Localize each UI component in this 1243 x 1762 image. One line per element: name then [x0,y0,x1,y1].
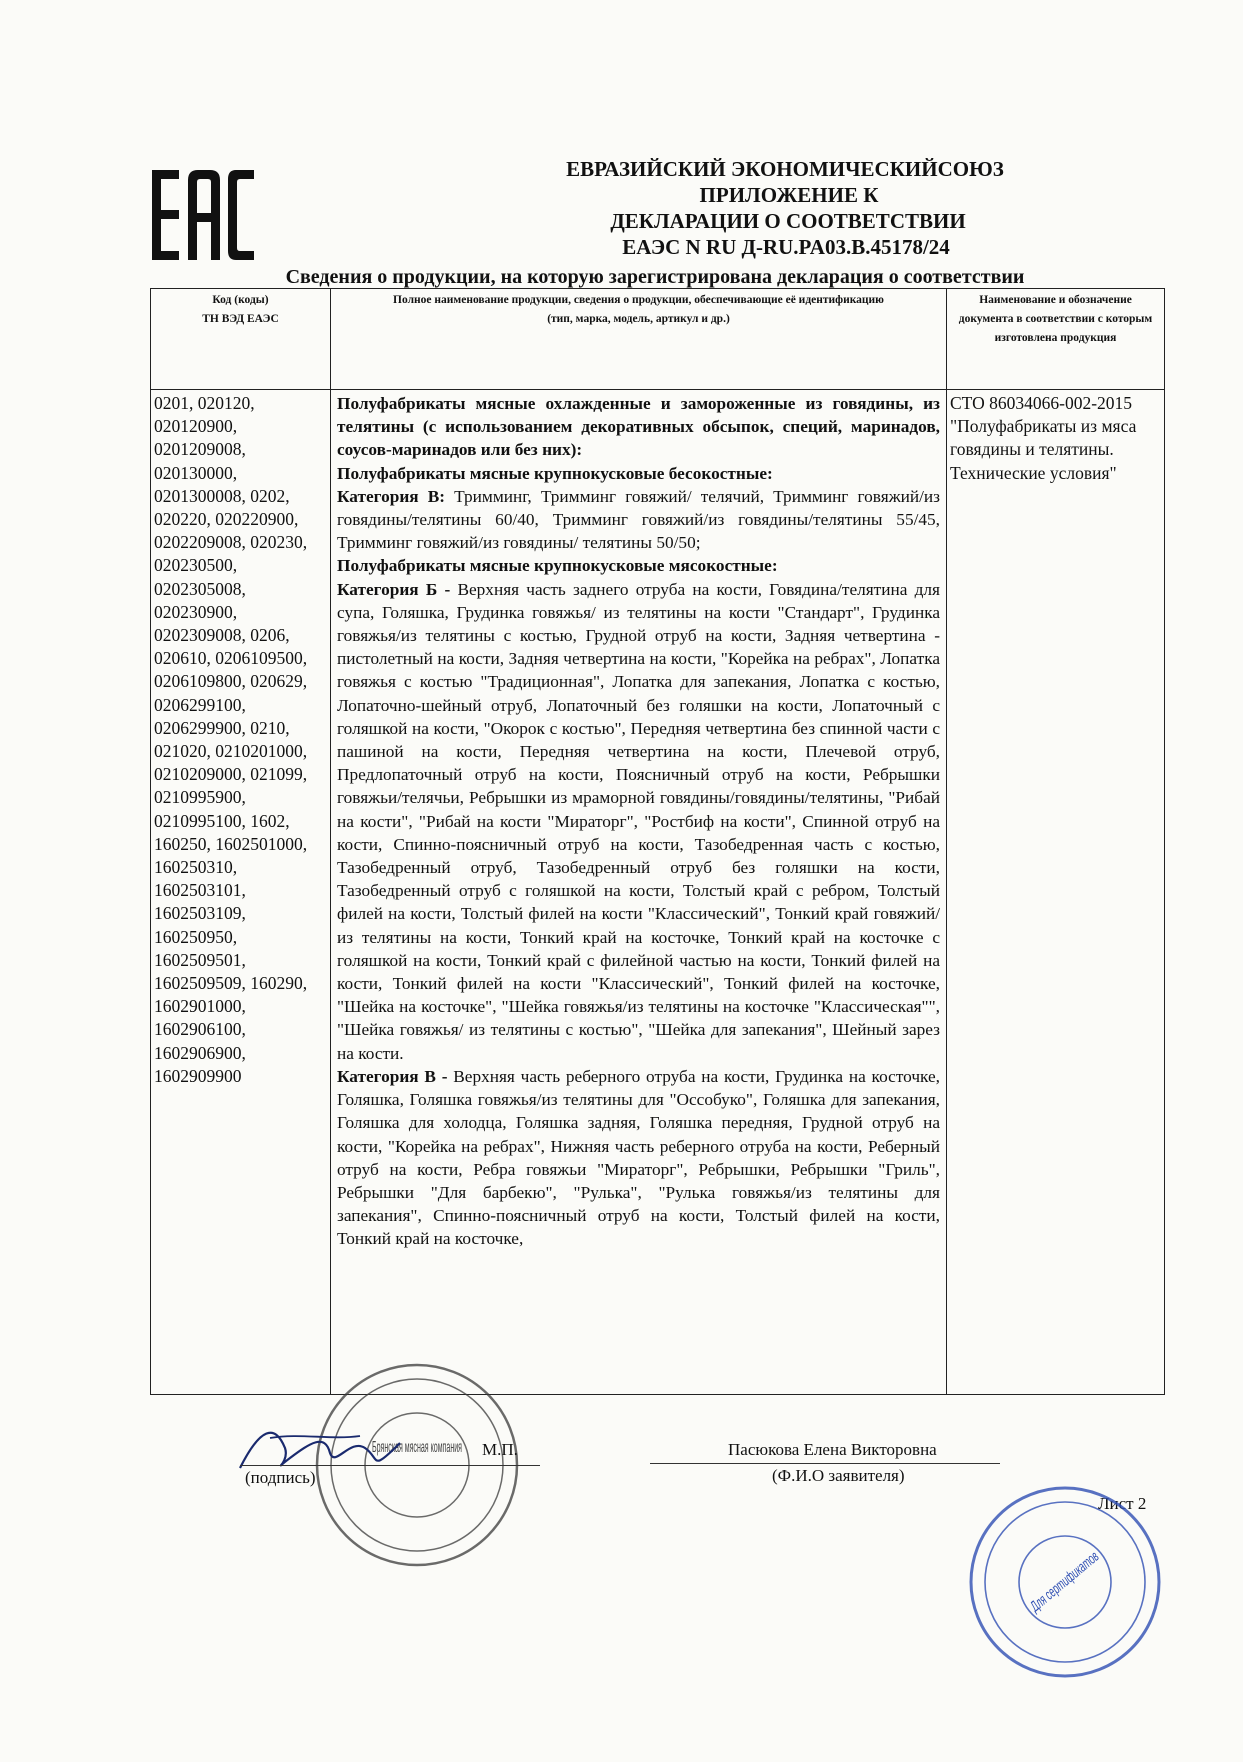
header-line-3: ДЕКЛАРАЦИИ О СООТВЕТСТВИИ [610,209,966,233]
document-subtitle: Сведения о продукции, на которую зарегистрирована декларация о соответствии [285,266,1025,288]
group1-cat-label: Категория В: [337,486,446,506]
group2-cat1-text: Верхняя часть заднего отруба на кости, Говядина/телятина для супа, Голяшка, Грудинка говяжья/ из телятины на кости "Стандарт", Грудинка говяжья/из телятины с костью, Грудной отруб на кости, Задняя четвертина - пистолетный на кости, Задняя четвертина на кости, "Корейка на ребрах", Лопатка говяжья с костью "Традиционная", Лопатка для запекания, Лопатка с костью, Лопаточно-шейный отруб, Лопаточный без голяшки на кости, Лопаточный с голяшкой на кости, "Окорок с костью", Передняя четвертина без спинной части с пашиной на кости, Передняя четвертина на кости, Плечевой отруб, Предлопаточный отруб на кости, Поясничный отруб на кости, Ребрышки говяжьи/телячьи, Ребрышки из мраморной говядины/говядины/телятины, "Рибай на кости", "Рибай на кости "Мираторг", "Ростбиф на кости", Спинной отруб на кости, Спинно-поясничный отруб на кости, Тазобедренная часть с костью, Тазобедренный отруб, Тазобедренный отруб без голяшки на кости, Тазобедренный отруб с голяшкой на кости, Толстый край с ребром, Толстый филей на кости, Толстый филей на кости "Классический", Тонкий край говяжий/из телятины на кости, Тонкий край на косточке, Тонкий край на косточке с голяшкой на кости, Тонкий край с филейной частью на кости, Тонкий филей на кости, Тонкий филей на кости "Классический", Тонкий филей на косточке, "Шейка на косточке", "Шейка говяжья/из телятины на косточке "Классическая"", "Шейка говяжья/ из телятины с костью", "Шейка для запекания", Шейный зарез на кости. [337,579,940,1063]
header-code: Код (коды) ТН ВЭД ЕАЭС [151,289,331,390]
table-row [151,390,1165,1395]
stamp-place-label: М.П. [482,1440,518,1459]
group2-cat2-label: Категория В - [337,1066,448,1086]
group2-category-2 [337,1065,940,1251]
group1-category [337,485,940,555]
applicant-seal [965,1482,1165,1682]
group2-cat1-label: Категория Б - [337,579,451,599]
table-header-row [151,289,1165,390]
standard-document: СТО 86034066-002-2015 "Полуфабрикаты из мяса говядины и телятины. Технические условия" [947,390,1165,1395]
group2-cat2-text: Верхняя часть реберного отруба на кости, Грудинка на косточке, Голяшка, Голяшка говяжья/из телятины для "Оссобуко", Голяшка для запекания, Голяшка для холодца, Голяшка задняя, Голяшка передняя, Грудной отруб на кости, "Корейка на ребрах", Нижняя часть реберного отруба на кости, Реберный отруб на кости, Ребра говяжьи "Мираторг", Ребрышки, Ребрышки "Гриль", Ребрышки "Для барбекю", "Рулька", "Рулька говяжья/из телятины для запекания", Спинно-поясничный отруб на кости, Толстый филей на кости, Тонкий край на косточке, [337,1066,940,1249]
document-header [300,156,1180,260]
group2-title: Полуфабрикаты мясные крупнокусковые мясокостные: [337,556,778,576]
applicant-name: Пасюкова Елена Викторовна [728,1440,937,1459]
group1-title: Полуфабрикаты мясные крупнокусковые бесокостные: [337,463,773,483]
header-standard: Наименование и обозначение документа в соответствии с которым изготовлена продукция [947,289,1165,390]
header-line-4: ЕАЭС N RU Д-RU.PA03.B.45178/24 [622,235,950,259]
header-line-1: ЕВРАЗИЙСКИЙ ЭКОНОМИЧЕСКИЙСОЮЗ [566,157,1004,181]
product-description [331,390,947,1395]
group2-category-1 [337,578,940,1065]
signature-label: (подпись) [245,1468,316,1487]
applicant-label: (Ф.И.О заявителя) [772,1466,905,1485]
sheet-number: Лист 2 [1098,1494,1147,1513]
applicant-line [650,1463,1000,1464]
product-table [150,288,1165,1395]
product-title: Полуфабрикаты мясные охлажденные и замороженные из говядины, из телятины (с использованием декоративных обсыпок, специй, маринадов, соусов-маринадов или без них): [337,394,940,460]
header-description: Полное наименование продукции, сведения о продукции, обеспечивающие её идентификацию (тип, марка, модель, артикул и др.) [331,289,947,390]
seal2-inner-text: Для сертификатов [1027,1511,1147,1616]
eac-logo [152,170,254,260]
header-line-2: ПРИЛОЖЕНИЕ К [699,183,879,207]
signature-line [240,1465,540,1466]
group1-cat-text: Тримминг, Тримминг говяжий/ телячий, Тримминг говяжий/из говядины/телятины 60/40, Тримминг говяжий/из говядины/телятины 55/45, Тримминг говяжий/из говядины/ телятины 50/50; [337,486,941,553]
seal-inner-text: Брянская мясная компания [372,1439,462,1456]
tn-ved-codes: 0201, 020120, 020120900, 0201209008, 020130000, 0201300008, 0202, 020220, 020220900, 0202209008, 020230, 020230500, 0202305008, 020230900, 0202309008, 0206, 020610, 0206109500, 0206109800, 020629, 0206299100, 0206299900, 0210, 021020, 0210201000, 0210209000, 021099, 0210995900, 0210995100, 1602, 160250, 1602501000, 160250310, 1602503101, 1602503109, 160250950, 1602509501, 1602509509, 160290, 1602901000, 1602906100, 1602906900, 1602909900 [151,390,331,1395]
